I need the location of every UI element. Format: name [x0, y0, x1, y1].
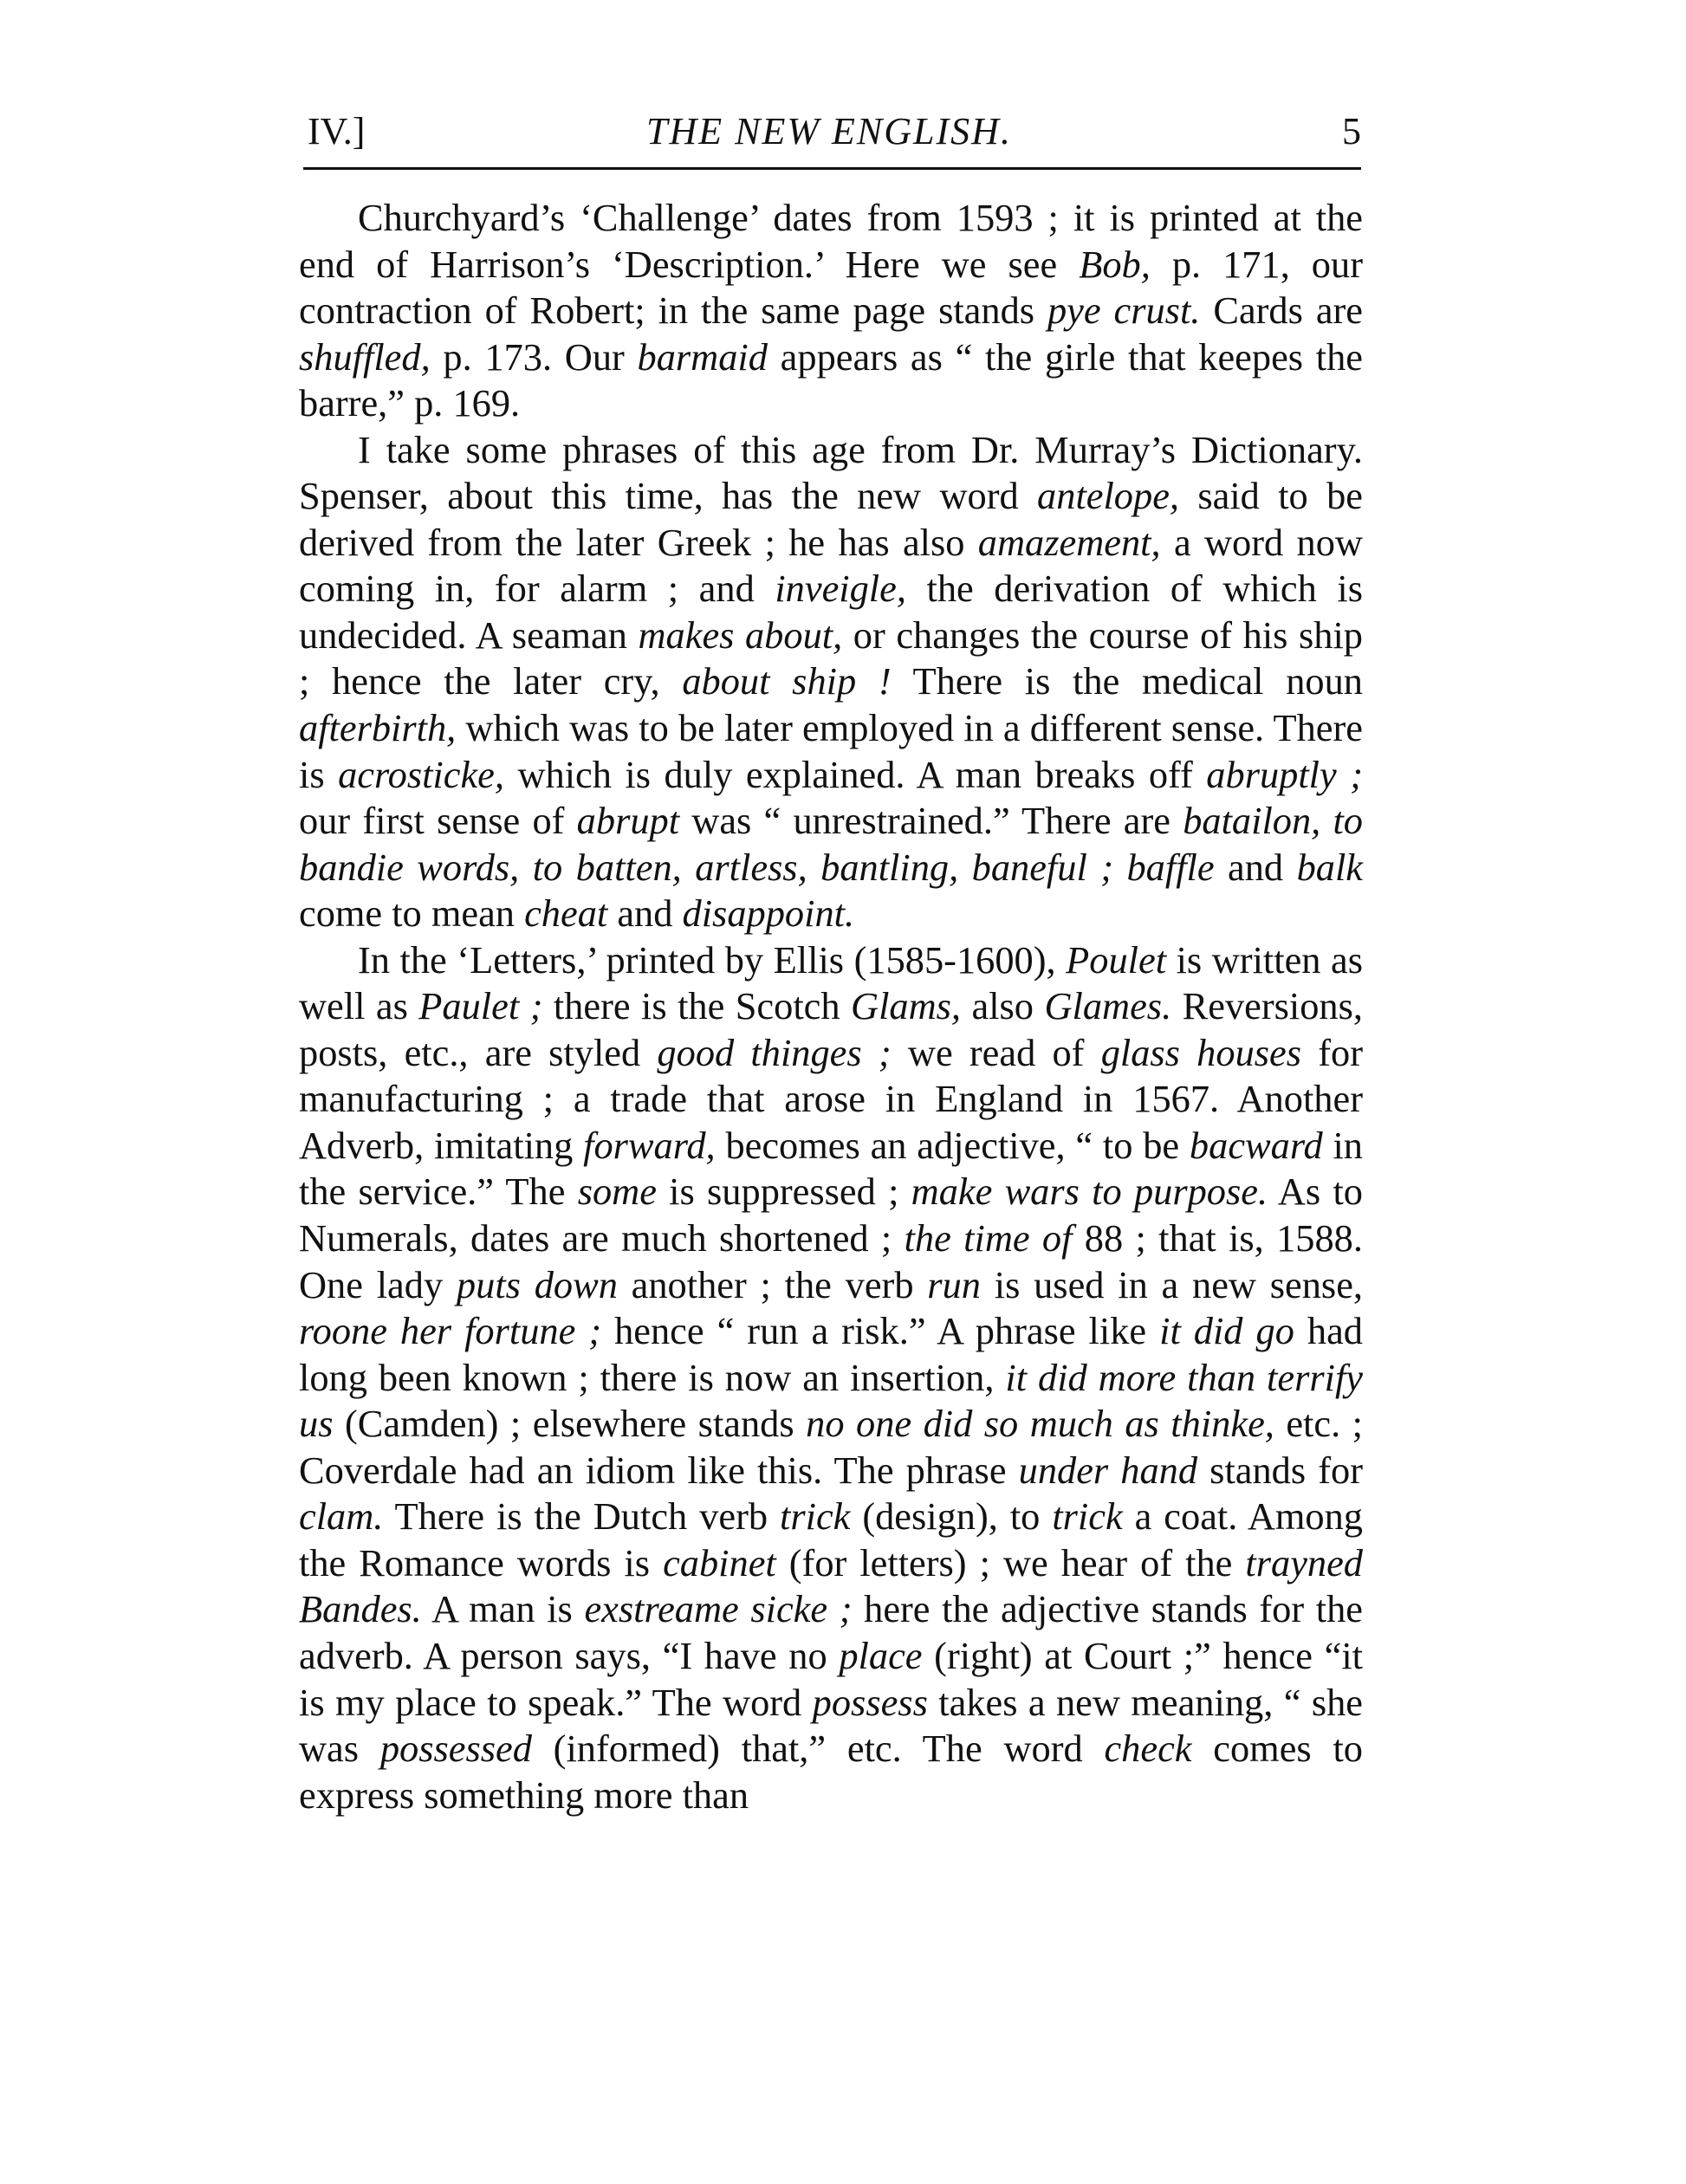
- italic-term: it did go: [1159, 1309, 1294, 1353]
- text-run: (for letters) ; we hear of the: [775, 1540, 1246, 1585]
- paragraph: [299, 427, 1363, 937]
- text-run: comes to express something more than: [299, 1727, 1363, 1817]
- page-body: [299, 195, 1363, 1818]
- italic-term: barmaid: [637, 334, 768, 379]
- text-run: There is the medical noun: [891, 659, 1363, 703]
- italic-term: it did more than terrify us: [299, 1355, 1363, 1446]
- text-run: becomes an adjective, “ to be: [715, 1123, 1190, 1167]
- text-run: 88 ; that is, 1588. One lady: [299, 1216, 1363, 1306]
- text-run: also: [961, 984, 1045, 1028]
- header-rule: [303, 167, 1361, 170]
- text-run: our first sense of: [299, 799, 577, 843]
- text-run: the derivation of which is undecided. A seaman: [299, 567, 1363, 657]
- text-run: was “ unrestrained.” There are: [679, 799, 1183, 843]
- italic-term: Poulet: [1066, 937, 1167, 982]
- italic-term: antelope,: [1037, 474, 1179, 518]
- italic-term: afterbirth,: [299, 706, 457, 750]
- italic-term: forward,: [583, 1123, 716, 1167]
- italic-term: inveigle,: [775, 567, 906, 611]
- text-run: (informed) that,” etc. The word: [531, 1727, 1105, 1771]
- italic-term: exstreame sicke ;: [584, 1587, 853, 1631]
- text-run: A man is: [421, 1587, 585, 1631]
- text-run: p. 171, our contraction of Robert; in the same page stands: [299, 242, 1363, 333]
- page-number: 5: [1342, 110, 1361, 152]
- italic-term: trayned Bandes.: [299, 1540, 1363, 1631]
- text-run: p. 173. Our: [430, 334, 638, 379]
- italic-term: cheat: [524, 891, 608, 936]
- running-header: [297, 102, 1361, 156]
- text-run: had long been known ; there is now an insertion,: [299, 1309, 1363, 1399]
- text-run: there is the Scotch: [542, 984, 852, 1028]
- italic-term: good thinges ;: [657, 1030, 892, 1074]
- running-title: THE NEW ENGLISH.: [646, 110, 1012, 152]
- italic-term: abrupt: [576, 799, 680, 843]
- italic-term: Bob,: [1079, 242, 1151, 286]
- italic-term: glass houses: [1100, 1030, 1302, 1074]
- text-run: etc. ; Coverdale had an idiom like this. The phrase: [299, 1402, 1363, 1492]
- italic-term: trick: [780, 1494, 851, 1539]
- text-run: Reversions, posts, etc., are styled: [299, 984, 1363, 1074]
- text-run: is written as well as: [299, 937, 1363, 1028]
- italic-term: Glams,: [851, 984, 962, 1028]
- italic-term: makes about,: [638, 612, 843, 657]
- italic-term: amazement,: [977, 520, 1161, 564]
- italic-term: possess: [812, 1680, 928, 1724]
- italic-term: acrosticke,: [338, 752, 504, 796]
- italic-term: Glames.: [1044, 984, 1172, 1028]
- italic-term: shuffled,: [299, 334, 431, 379]
- italic-term: about ship !: [682, 659, 892, 703]
- italic-term: trick: [1052, 1494, 1123, 1539]
- italic-term: place: [839, 1633, 923, 1677]
- text-run: There is the Dutch verb: [383, 1494, 781, 1539]
- italic-term: some: [577, 1170, 657, 1214]
- italic-term: roone her fortune ;: [299, 1309, 602, 1353]
- text-run: another ; the verb: [617, 1262, 928, 1306]
- text-run: a word now coming in, for alarm ; and: [299, 520, 1363, 611]
- text-run: we read of: [891, 1030, 1101, 1074]
- text-run: for manufacturing ; a trade that arose in England in 1567. Another Adverb, imitating: [299, 1030, 1364, 1167]
- italic-term: puts down: [456, 1262, 618, 1306]
- text-run: As to Numerals, dates are much shortened ;: [299, 1170, 1363, 1260]
- text-run: stands for: [1197, 1448, 1364, 1492]
- text-run: which is duly explained. A man breaks off: [503, 752, 1207, 796]
- text-run: here the adjective stands for the adverb. A person says, “I have no: [299, 1587, 1363, 1677]
- chapter-marker: IV.]: [308, 110, 366, 152]
- paragraph: [299, 937, 1363, 1818]
- text-run: said to be derived from the later Greek ; he has also: [299, 474, 1363, 564]
- text-run: come to mean: [299, 891, 525, 936]
- text-run: In the ‘Letters,’ printed by Ellis (1585-1600),: [358, 937, 1067, 982]
- italic-term: disappoint.: [682, 891, 855, 936]
- text-run: I take some phrases of this age from Dr. Murray’s Dictionary. Spenser, about this time, has the new word: [299, 427, 1363, 518]
- text-run: or changes the course of his ship ; hence the later cry,: [299, 612, 1363, 703]
- italic-term: possessed: [379, 1727, 532, 1771]
- text-run: (right) at Court ;” hence “it is my place to speak.” The word: [299, 1633, 1364, 1724]
- text-run: and: [607, 891, 683, 936]
- text-run: Cards are: [1200, 288, 1364, 333]
- italic-term: cabinet: [663, 1540, 776, 1585]
- text-run: appears as “ the girle that keepes the barre,” p. 169.: [299, 334, 1363, 425]
- text-run: is suppressed ;: [656, 1170, 911, 1214]
- text-run: and: [1214, 845, 1297, 889]
- italic-term: no one did so much as thinke,: [806, 1402, 1274, 1446]
- paragraph: [299, 195, 1363, 427]
- italic-term: under hand: [1018, 1448, 1198, 1492]
- text-run: which was to be later employed in a different sense. There is: [299, 706, 1363, 796]
- italic-term: bacward: [1189, 1123, 1323, 1167]
- text-run: a coat. Among the Romance words is: [299, 1494, 1364, 1585]
- italic-term: balk: [1296, 845, 1364, 889]
- italic-term: batailon, to bandie words, to batten, artless, bantling, baneful ; baffle: [299, 799, 1364, 889]
- text-run: takes a new meaning, “ she was: [299, 1680, 1363, 1771]
- text-run: in the service.” The: [299, 1123, 1363, 1214]
- italic-term: abruptly ;: [1206, 752, 1363, 796]
- italic-term: run: [927, 1262, 981, 1306]
- italic-term: make wars to purpose.: [911, 1170, 1268, 1214]
- text-run: (design), to: [850, 1494, 1053, 1539]
- italic-term: clam.: [299, 1494, 384, 1539]
- text-run: (Camden) ; elsewhere stands: [333, 1402, 807, 1446]
- text-run: is used in a new sense,: [980, 1262, 1363, 1306]
- italic-term: the time of: [904, 1216, 1073, 1260]
- italic-term: check: [1104, 1727, 1192, 1771]
- text-run: hence “ run a risk.” A phrase like: [601, 1309, 1160, 1353]
- italic-term: pye crust.: [1047, 288, 1201, 333]
- text-run: Churchyard’s ‘Challenge’ dates from 1593 ; it is printed at the end of Harrison’s ‘Description.’ Here we see: [299, 196, 1363, 286]
- italic-term: Paulet ;: [418, 984, 543, 1028]
